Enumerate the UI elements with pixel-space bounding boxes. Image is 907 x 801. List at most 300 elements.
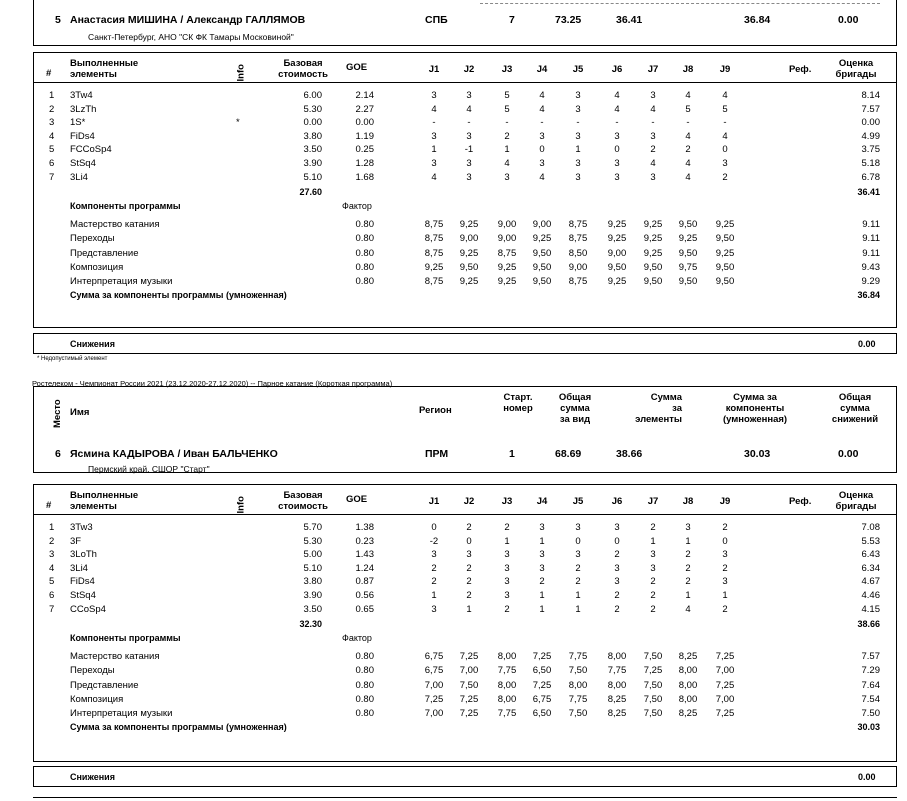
component-judge-score: 8,00	[497, 679, 517, 691]
element-judge-score: 2	[504, 603, 510, 615]
col-judge-header-9: J9	[719, 496, 731, 507]
component-judge-score: 9,50	[678, 276, 698, 287]
skater1-region: СПБ	[425, 14, 448, 26]
component-judge-score: 8,75	[424, 233, 444, 245]
col-elements-header	[70, 58, 138, 80]
element-judge-score: 4	[685, 603, 691, 615]
component-factor: 0.80	[355, 261, 374, 273]
component-judge-score: 6,75	[424, 651, 444, 663]
skater1-start: 7	[509, 14, 515, 26]
pcs-sum-label: Сумма за компоненты программы (умноженная)	[70, 290, 287, 301]
col-goe-header: GOE	[346, 62, 368, 73]
element-judge-score: 4	[685, 171, 691, 183]
component-judge-score: 8,00	[607, 679, 627, 691]
factor-header: Фактор	[342, 633, 372, 644]
element-judge-score: 2	[575, 576, 581, 588]
component-judge-score: 7,50	[643, 651, 663, 663]
component-judge-score: 9,00	[497, 219, 517, 231]
component-judge-score: 9,25	[532, 233, 552, 245]
component-judge-score: 8,00	[497, 693, 517, 705]
component-judge-score: 6,50	[532, 665, 552, 677]
component-judge-score: 9,25	[424, 261, 444, 273]
element-row-number: 1	[49, 522, 55, 533]
element-info: *	[236, 117, 240, 129]
skater2-tes: 38.66	[616, 448, 643, 460]
skater1-tes: 36.41	[616, 14, 643, 26]
col-score-header-line2: бригады	[835, 501, 877, 512]
component-judge-score: 7,00	[459, 665, 479, 677]
col-score-header-line2: бригады	[835, 69, 877, 80]
element-judge-score: 3	[575, 522, 581, 533]
component-judge-score: 9,25	[643, 247, 663, 259]
component-judge-score: 9,00	[568, 261, 588, 273]
element-judge-score: 3	[614, 158, 620, 169]
component-judge-score: 9,50	[715, 276, 735, 287]
element-judge-score: 2	[685, 144, 691, 156]
component-judge-score: 7,25	[643, 665, 663, 677]
skater1-deductions-box	[33, 333, 897, 354]
element-judge-score: 3	[614, 130, 620, 142]
element-judge-score: 2	[504, 522, 510, 533]
component-judge-score: 7,25	[715, 708, 735, 719]
skater2-name: Ясмина КАДЫРОВА / Иван БАЛЬЧЕНКО	[70, 448, 278, 460]
component-judge-score: 8,75	[424, 219, 444, 231]
col-judge-header-1: J1	[428, 496, 440, 507]
element-judge-score: -	[686, 117, 690, 129]
element-judge-score: 1	[539, 535, 545, 547]
element-judge-score: 3	[504, 171, 510, 183]
element-judge-score: 3	[575, 158, 581, 169]
component-panel-score: 7.29	[861, 665, 880, 677]
components-header: Компоненты программы	[70, 201, 181, 212]
col-score-header-line1: Оценка	[838, 58, 874, 69]
element-judge-score: 3	[431, 158, 437, 169]
col-score-header	[826, 490, 886, 512]
element-judge-score: 2	[650, 576, 656, 588]
component-panel-score: 9.11	[862, 219, 880, 231]
element-goe: 0.23	[355, 535, 374, 547]
element-judge-score: -	[505, 117, 509, 129]
skater2-total: 68.69	[555, 448, 582, 460]
component-judge-score: 9,25	[497, 276, 517, 287]
component-judge-score: 8,75	[568, 219, 588, 231]
element-goe: 1.43	[355, 549, 374, 561]
elements-total: 38.66	[857, 619, 880, 630]
component-judge-score: 8,25	[678, 708, 698, 719]
element-judge-score: 3	[575, 549, 581, 561]
component-factor: 0.80	[355, 651, 374, 663]
col-judge-header-3: J3	[501, 496, 513, 507]
bottom-rule	[33, 797, 897, 798]
element-code: FCCoSp4	[70, 144, 112, 156]
element-panel-score: 4.67	[861, 576, 880, 588]
component-panel-score: 7.57	[861, 651, 880, 663]
skater2-place: 6	[55, 448, 61, 460]
element-judge-score: 2	[431, 562, 437, 574]
component-judge-score: 9,25	[715, 219, 735, 231]
footnote: * Недопустимый элемент	[37, 356, 108, 362]
element-row-number: 7	[49, 603, 55, 615]
top-cut-line	[480, 3, 880, 4]
skater1-deductions-total: 0.00	[858, 339, 876, 349]
element-judge-score: 5	[685, 103, 691, 115]
component-judge-score: 7,25	[459, 651, 479, 663]
component-judge-score: 9,25	[459, 247, 479, 259]
skater1-club: Санкт-Петербург, АНО "СК ФК Тамары Московиной"	[88, 32, 294, 42]
element-judge-score: 4	[722, 90, 728, 101]
skater2-club: Пермский край, СШОР "Старт"	[88, 464, 210, 474]
element-judge-score: -	[576, 117, 580, 129]
component-panel-score: 7.54	[861, 693, 880, 705]
component-judge-score: 9,00	[607, 247, 627, 259]
component-panel-score: 9.11	[862, 233, 880, 245]
element-judge-score: 5	[504, 90, 510, 101]
element-goe: 2.27	[355, 103, 374, 115]
element-judge-score: 2	[650, 603, 656, 615]
col-score-header-line1: Оценка	[838, 490, 874, 501]
component-judge-score: 7,50	[643, 708, 663, 719]
col-judge-header-2: J2	[463, 496, 475, 507]
element-judge-score: 3	[575, 130, 581, 142]
component-name: Интерпретация музыки	[70, 276, 173, 287]
element-judge-score: 2	[504, 130, 510, 142]
element-judge-score: 0	[614, 144, 620, 156]
element-judge-score: 1	[539, 590, 545, 601]
col-bv-header-line1: Базовая	[283, 58, 323, 69]
col-score-header	[826, 58, 886, 80]
element-judge-score: -2	[429, 535, 439, 547]
component-judge-score: 7,25	[424, 693, 444, 705]
element-judge-score: 2	[466, 590, 472, 601]
element-judge-score: 2	[722, 522, 728, 533]
element-row-number: 6	[49, 590, 55, 601]
component-judge-score: 6,50	[532, 708, 552, 719]
component-judge-score: 7,75	[497, 665, 517, 677]
col-bv-header	[268, 58, 338, 80]
component-name: Представление	[70, 247, 139, 259]
base-value-total: 32.30	[299, 619, 322, 630]
element-judge-score: 4	[431, 103, 437, 115]
element-judge-score: 2	[466, 522, 472, 533]
element-judge-score: 3	[650, 562, 656, 574]
element-goe: 0.56	[355, 590, 374, 601]
component-judge-score: 7,25	[532, 651, 552, 663]
header-name: Имя	[70, 407, 90, 418]
element-goe: 1.24	[355, 562, 374, 574]
element-judge-score: 4	[614, 103, 620, 115]
component-judge-score: 9,50	[678, 219, 698, 231]
component-judge-score: 8,75	[424, 276, 444, 287]
element-judge-score: -	[723, 117, 727, 129]
col-judge-header-4: J4	[536, 64, 548, 75]
element-judge-score: 2	[722, 562, 728, 574]
element-judge-score: 3	[431, 603, 437, 615]
component-factor: 0.80	[355, 665, 374, 677]
element-base-value: 5.70	[303, 522, 322, 533]
element-judge-score: 0	[539, 144, 545, 156]
element-judge-score: 0	[722, 144, 728, 156]
element-panel-score: 5.53	[861, 535, 880, 547]
element-row-number: 3	[49, 117, 55, 129]
component-judge-score: 9,00	[459, 233, 479, 245]
component-factor: 0.80	[355, 679, 374, 691]
element-judge-score: 0	[614, 535, 620, 547]
element-judge-score: 3	[466, 130, 472, 142]
component-judge-score: 9,25	[607, 233, 627, 245]
element-panel-score: 7.08	[861, 522, 880, 533]
col-judge-header-6: J6	[611, 496, 623, 507]
component-judge-score: 9,50	[715, 233, 735, 245]
element-judge-score: 3	[614, 562, 620, 574]
component-name: Интерпретация музыки	[70, 708, 173, 719]
component-judge-score: 7,50	[643, 693, 663, 705]
component-judge-score: 9,50	[532, 261, 552, 273]
col-judge-header-5: J5	[572, 64, 584, 75]
component-judge-score: 7,50	[643, 679, 663, 691]
skater2-start: 1	[509, 448, 515, 460]
element-goe: 1.28	[355, 158, 374, 169]
element-judge-score: 3	[504, 576, 510, 588]
element-judge-score: 1	[504, 144, 510, 156]
element-judge-score: 1	[575, 144, 581, 156]
component-judge-score: 7,50	[459, 679, 479, 691]
element-judge-score: 4	[685, 158, 691, 169]
col-info-header: Info	[235, 64, 247, 82]
component-judge-score: 7,00	[424, 708, 444, 719]
element-code: 3LoTh	[70, 549, 97, 561]
component-judge-score: 8,00	[568, 679, 588, 691]
element-row-number: 2	[49, 535, 55, 547]
col-judge-header-6: J6	[611, 64, 623, 75]
element-row-number: 5	[49, 144, 55, 156]
component-judge-score: 9,25	[607, 219, 627, 231]
skater2-deductions-box	[33, 766, 897, 787]
col-judge-header-8: J8	[682, 64, 694, 75]
component-judge-score: 6,75	[424, 665, 444, 677]
element-row-number: 1	[49, 90, 55, 101]
component-name: Композиция	[70, 693, 124, 705]
element-base-value: 0.00	[303, 117, 322, 129]
element-judge-score: 1	[539, 603, 545, 615]
element-judge-score: 1	[431, 590, 437, 601]
element-judge-score: 3	[539, 522, 545, 533]
component-judge-score: 8,25	[607, 693, 627, 705]
element-judge-score: 3	[466, 90, 472, 101]
col-elements-header-line2: элементы	[70, 69, 117, 80]
element-judge-score: -1	[464, 144, 474, 156]
col-judge-header-2: J2	[463, 64, 475, 75]
col-judge-header-1: J1	[428, 64, 440, 75]
header-tes: Сумма за элементы	[635, 392, 682, 425]
element-judge-score: 2	[650, 590, 656, 601]
component-name: Мастерство катания	[70, 651, 160, 663]
col-bv-header-line2: стоимость	[278, 69, 328, 80]
element-goe: 0.25	[355, 144, 374, 156]
element-panel-score: 5.18	[861, 158, 880, 169]
component-judge-score: 8,00	[678, 665, 698, 677]
element-judge-score: 1	[466, 603, 472, 615]
component-judge-score: 9,50	[532, 276, 552, 287]
element-judge-score: 3	[722, 549, 728, 561]
element-judge-score: -	[432, 117, 436, 129]
component-factor: 0.80	[355, 693, 374, 705]
component-factor: 0.80	[355, 219, 374, 231]
element-judge-score: 3	[431, 90, 437, 101]
component-judge-score: 7,00	[715, 693, 735, 705]
element-panel-score: 8.14	[861, 90, 880, 101]
col-judge-header-9: J9	[719, 64, 731, 75]
elements-total: 36.41	[857, 187, 880, 198]
skater2-ded: 0.00	[838, 448, 859, 460]
element-panel-score: 0.00	[861, 117, 880, 129]
component-judge-score: 7,00	[715, 665, 735, 677]
element-base-value: 3.80	[303, 576, 322, 588]
component-judge-score: 7,25	[715, 679, 735, 691]
element-judge-score: -	[615, 117, 619, 129]
element-code: FiDs4	[70, 576, 95, 588]
element-code: 3F	[70, 535, 82, 547]
element-judge-score: 1	[722, 590, 728, 601]
element-base-value: 3.80	[303, 130, 322, 142]
component-judge-score: 9,25	[643, 233, 663, 245]
element-panel-score: 3.75	[861, 144, 880, 156]
component-judge-score: 7,75	[497, 708, 517, 719]
element-judge-score: 3	[575, 90, 581, 101]
element-judge-score: -	[467, 117, 471, 129]
component-judge-score: 8,00	[497, 651, 517, 663]
element-panel-score: 4.15	[861, 603, 880, 615]
col-elements-header-line2: элементы	[70, 501, 117, 512]
base-value-total: 27.60	[299, 187, 322, 198]
header-total: Общая сумма за вид	[558, 392, 592, 425]
header-start: Старт. номер	[503, 392, 533, 414]
skater1-pcs: 36.84	[744, 14, 771, 26]
element-judge-score: 4	[685, 130, 691, 142]
element-judge-score: 3	[614, 171, 620, 183]
element-judge-score: 2	[614, 549, 620, 561]
element-judge-score: 1	[685, 590, 691, 601]
element-base-value: 5.30	[303, 535, 322, 547]
component-judge-score: 8,75	[568, 276, 588, 287]
element-judge-score: 3	[504, 562, 510, 574]
component-judge-score: 7,75	[568, 651, 588, 663]
element-judge-score: 2	[685, 562, 691, 574]
component-name: Мастерство катания	[70, 219, 160, 231]
element-judge-score: 2	[722, 603, 728, 615]
element-judge-score: 4	[539, 171, 545, 183]
col-ref-header: Реф.	[789, 496, 812, 507]
element-judge-score: 4	[685, 90, 691, 101]
component-judge-score: 8,25	[678, 651, 698, 663]
element-panel-score: 4.99	[861, 130, 880, 142]
element-judge-score: 1	[685, 535, 691, 547]
skater1-ded: 0.00	[838, 14, 859, 26]
element-code: 1S*	[70, 117, 86, 129]
element-judge-score: 3	[466, 549, 472, 561]
element-judge-score: 3	[504, 590, 510, 601]
component-name: Представление	[70, 679, 139, 691]
component-judge-score: 8,00	[678, 693, 698, 705]
component-judge-score: 7,50	[568, 665, 588, 677]
element-judge-score: -	[540, 117, 544, 129]
component-panel-score: 9.11	[862, 247, 880, 259]
element-judge-score: 4	[504, 158, 510, 169]
element-judge-score: 4	[466, 103, 472, 115]
component-judge-score: 7,75	[607, 665, 627, 677]
element-goe: 1.68	[355, 171, 374, 183]
element-code: 3Tw3	[70, 522, 93, 533]
component-judge-score: 8,25	[607, 708, 627, 719]
col-judge-header-7: J7	[647, 496, 659, 507]
component-judge-score: 8,00	[678, 679, 698, 691]
element-judge-score: 4	[650, 158, 656, 169]
element-code: StSq4	[70, 590, 96, 601]
skater1-deductions-label: Снижения	[70, 339, 115, 349]
element-judge-score: 2	[685, 549, 691, 561]
component-judge-score: 9,50	[532, 247, 552, 259]
skater1-total: 73.25	[555, 14, 582, 26]
component-judge-score: 8,75	[568, 233, 588, 245]
element-judge-score: 3	[539, 549, 545, 561]
element-code: CCoSp4	[70, 603, 106, 615]
element-judge-score: 2	[466, 576, 472, 588]
element-judge-score: 5	[504, 103, 510, 115]
component-judge-score: 9,25	[497, 261, 517, 273]
component-judge-score: 7,25	[715, 651, 735, 663]
component-judge-score: 9,50	[715, 261, 735, 273]
component-judge-score: 9,75	[678, 261, 698, 273]
component-panel-score: 9.29	[861, 276, 880, 287]
element-row-number: 6	[49, 158, 55, 169]
element-judge-score: 3	[575, 103, 581, 115]
element-judge-score: 3	[614, 576, 620, 588]
component-judge-score: 9,25	[459, 276, 479, 287]
element-judge-score: 3	[539, 158, 545, 169]
element-code: FiDs4	[70, 130, 95, 142]
element-row-number: 7	[49, 171, 55, 183]
component-panel-score: 9.43	[861, 261, 880, 273]
component-judge-score: 9,25	[643, 219, 663, 231]
element-judge-score: 1	[650, 535, 656, 547]
element-judge-score: 4	[650, 103, 656, 115]
header-place: Место	[52, 399, 63, 428]
header-region: Регион	[419, 405, 452, 416]
skater2-deductions-label: Снижения	[70, 772, 115, 782]
element-judge-score: 5	[722, 103, 728, 115]
component-factor: 0.80	[355, 708, 374, 719]
element-goe: 1.19	[355, 130, 374, 142]
element-goe: 2.14	[355, 90, 374, 101]
component-judge-score: 7,25	[532, 679, 552, 691]
component-name: Переходы	[70, 233, 115, 245]
element-judge-score: 2	[466, 562, 472, 574]
element-base-value: 5.10	[303, 562, 322, 574]
element-code: 3LzTh	[70, 103, 97, 115]
pcs-sum-total: 36.84	[857, 290, 880, 301]
element-base-value: 3.50	[303, 603, 322, 615]
element-judge-score: 4	[431, 171, 437, 183]
component-name: Переходы	[70, 665, 115, 677]
element-judge-score: 3	[466, 158, 472, 169]
element-judge-score: 0	[575, 535, 581, 547]
component-judge-score: 7,50	[568, 708, 588, 719]
component-judge-score: 7,75	[568, 693, 588, 705]
pcs-sum-label: Сумма за компоненты программы (умноженная)	[70, 722, 287, 733]
component-name: Композиция	[70, 261, 124, 273]
header-divider	[34, 514, 896, 515]
element-panel-score: 6.34	[861, 562, 880, 574]
col-num-header: #	[46, 68, 52, 79]
